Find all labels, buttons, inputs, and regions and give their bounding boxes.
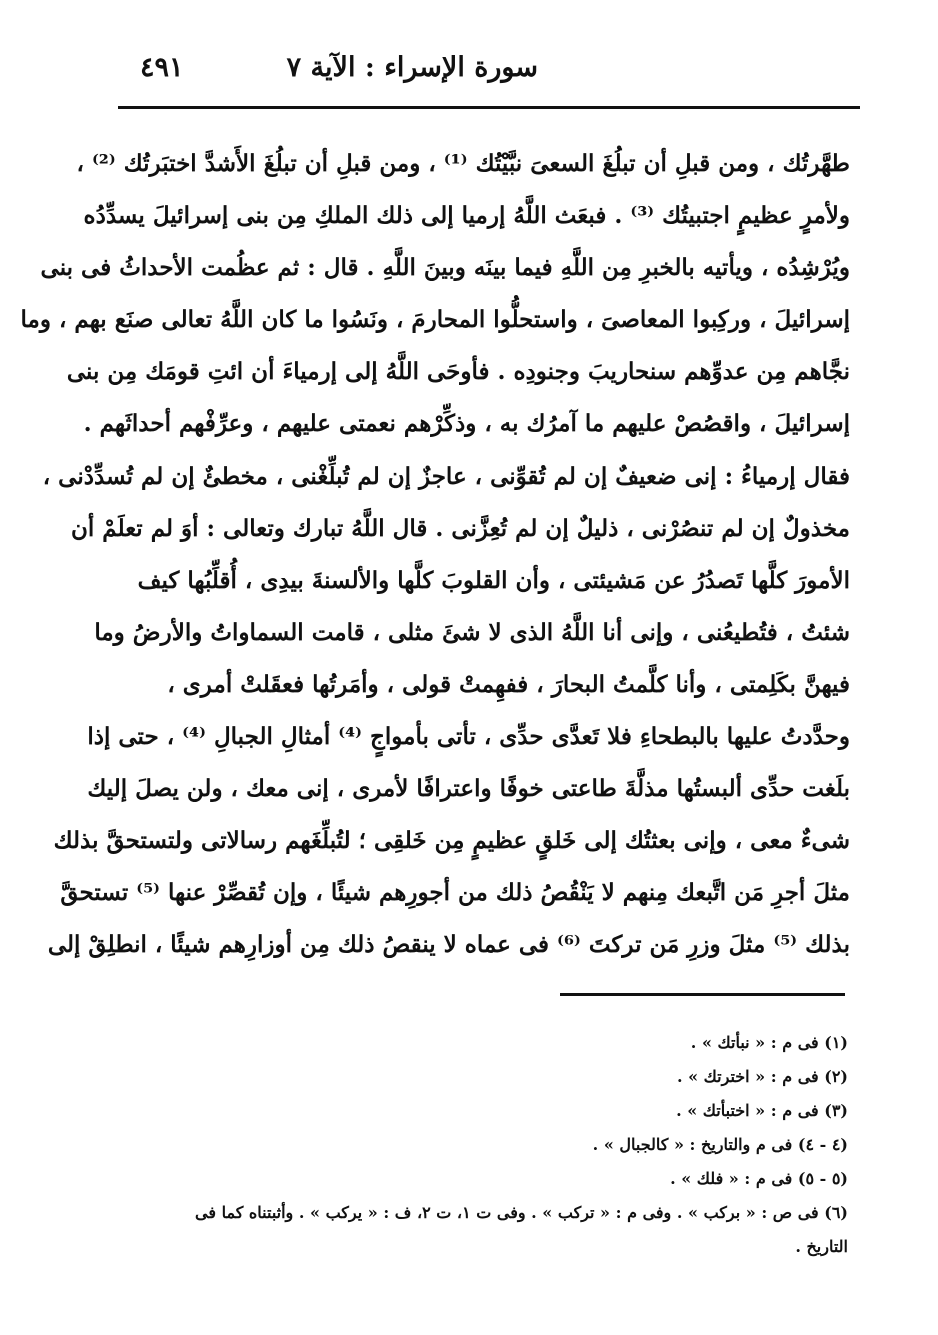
main-text: [20, 138, 850, 972]
text-line: مخذولٌ إن لم تنصُرْنى ، ذليلٌ إن لم تُعِزَّنى . قال اللَّهُ تبارك وتعالى : أوَ لم تعلَمْ أن: [71, 514, 850, 542]
text-line: شئتُ ، فتُطيعُنى ، وإنى أنا اللَّهُ الذى لا شئَ مثلى ، قامت السماواتُ والأرضُ وما: [94, 618, 850, 646]
text-line: إسرائيلَ ، وركِبوا المعاصىَ ، واستحلُّوا المحارمَ ، ونَسُوا ما كان اللَّهُ تعالى صنَع بهم ، وما: [20, 306, 850, 334]
page-title: سورة الإسراء : الآية ٧: [286, 52, 538, 83]
text-line: نجَّاهم مِن عدوِّهم سنحاريبَ وجنودِه . فأوحَى اللَّهُ إلى إرمياءَ أن ائتِ قومَك مِن بنى: [66, 358, 850, 386]
footnote-divider: [560, 993, 845, 996]
text-line: مثلَ أجرِ مَن اتَّبعك مِنهم لا يَنْقُصُ ذلك من أجورِهم شيئًا ، وإن تُقصِّرْ عنها ⁽⁵⁾ تستحقَّ: [60, 879, 850, 907]
footnote: (٥ - ٥) فى م : « فلك » .: [670, 1169, 848, 1188]
footnote: (٣) فى م : « اختبأتك » .: [676, 1101, 848, 1120]
text-line: ويُرْشِدُه ، ويأتيه بالخبرِ مِن اللَّهِ فيما بينَه وبينَ اللَّهِ . قال : ثم عظُمت الأحداثُ فى بنى: [40, 254, 850, 282]
text-line: الأمورَ كلَّها تَصدُرُ عن مَشيئتى ، وأن القلوبَ كلَّها والألسنةَ بيدِى ، أُقلِّبُها كيف: [137, 566, 850, 594]
text-line: وحدَّدتُ عليها بالبطحاءِ فلا تَعدَّى حدِّى ، تأتى بأمواجٍ ⁽⁴⁾ أمثالِ الجبالِ ⁽⁴⁾ ، حتى إذا: [87, 723, 850, 751]
footnote: (٤ - ٤) فى م والتاريخ : « كالجبال » .: [592, 1135, 848, 1154]
text-line: ولأمرٍ عظيمٍ اجتبيتُك ⁽³⁾ . فبعَث اللَّهُ إرميا إلى ذلك الملكِ مِن بنى إسرائيلَ يسدِّدُه: [83, 202, 850, 230]
text-line: فيهنَّ بكَلِمتى ، وأنا كلَّمتُ البحارَ ، ففهِمتْ قولى ، وأمَرتُها فعقَلتْ أمرى ،: [167, 670, 850, 698]
text-line: شىءٌ معى ، وإنى بعثتُك إلى خَلقٍ عظيمٍ مِن خَلقِى ؛ لتُبلِّغَهم رسالاتى ولتستحقَّ بذلك: [53, 827, 850, 855]
text-line: طهَّرتُك ، ومن قبلِ أن تبلُغَ السعىَ نبَّيْتُك ⁽¹⁾ ، ومن قبلِ أن تبلُغَ الأَشدَّ اختبَرتُك ⁽²⁾ ،: [76, 150, 850, 177]
footnote: (٢) فى م : « اخترتك » .: [676, 1067, 848, 1086]
text-line: بلَغت حدِّى ألبستُها مذلَّةَ طاعتى خوفًا واعترافًا لأمرى ، إنى معك ، ولن يصلَ إليك: [87, 775, 850, 803]
text-line: فقال إرمياءُ : إنى ضعيفٌ إن لم تُقوِّنى ، عاجزٌ إن لم تُبلِّغْنى ، مخطئٌ إن لم تُسدِّدْنى ،: [42, 462, 850, 490]
footnotes: [138, 1026, 848, 1264]
footnote: التاريخ .: [795, 1237, 848, 1256]
text-line: إسرائيلَ ، واقصُصْ عليهم ما آمرُك به ، وذكِّرْهم نعمتى عليهم ، وعرِّفْهم أحداثَهم .: [83, 410, 850, 438]
page-number: ٤٩١: [140, 52, 184, 83]
footnote: (١) فى م : « نبأتك » .: [690, 1033, 848, 1052]
footnote: (٦) فى ص : « بركب » . وفى م : « تركب » . وفى ت ١، ت ٢، ف : « يركب » . وأثبتناه كما فى: [195, 1203, 848, 1222]
header-divider: [118, 106, 860, 109]
text-line: بذلك ⁽⁵⁾ مثلَ وزرِ مَن تركتَ ⁽⁶⁾ فى عماه لا ينقصُ ذلك مِن أوزارِهم شيئًا ، انطلِقْ إلى: [47, 931, 850, 959]
page-header: [120, 52, 818, 98]
